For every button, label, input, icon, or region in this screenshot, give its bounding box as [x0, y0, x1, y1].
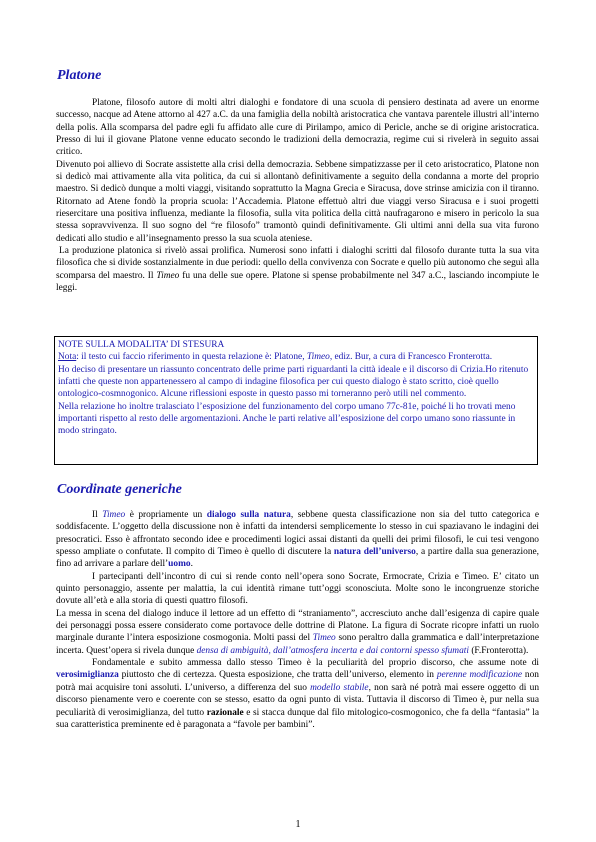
- paragraph: [56, 245, 539, 294]
- italic-quote: densa di ambiguità, dall’atmosfera incerta e dai contorni spesso sfumati: [196, 645, 469, 656]
- bold-term: uomo: [168, 559, 191, 570]
- text-run: , ediz. Bur, a cura di Francesco Fronterotta.: [329, 352, 493, 363]
- nota-label: Nota: [58, 352, 77, 363]
- text-run: La produzione platonica si rivelò assai prolifica. Numerosi sono infatti i dialoghi scritti dal filosofo durante tutta la sua vita filosofica che si divide sostanzialmente in due periodi: quello della convivenza con Socrate e quello più autonomo che seguì alla scomparsa del maestro. Il: [56, 246, 539, 281]
- text-run: , sebbene questa classificazione non sia del tutto categorica e soddisfacente. L’oggetto della discussione non è infatti da intendersi semplicemente lo stesso in cui spaziavano le indagini dei presocratici. Esso è affrontato secondo idee e procedimenti logici assai distanti da quelli dei primi filosofi, le cui tesi vengono spesso ampliate o confutate. Il compito di Timeo è quello di discutere la: [56, 510, 539, 558]
- section-title-platone: Platone: [57, 68, 102, 83]
- paragraph: I partecipanti dell’incontro di cui si rende conto nell’opera sono Socrate, Ermocrate, Crizia e Timeo. E’ citato un quinto personaggio, assente per malattia, la cui identità rimane tutt’oggi sconosciuta. Molte sono le incongruenze storiche dovute all’età e alla storia di questi quattro filosofi.: [56, 571, 539, 607]
- paragraph: Platone, filosofo autore di molti altri dialoghi e fondatore di una scuola di pensiero destinata ad avere un enorme successo, nacque ad Atene attorno al 427 a.C. da una famiglia della nobiltà aristocratica che vantava parentele illustri all’interno della polis. Alla scomparsa del padre egli fu affidato alle cure di Pirilampo, amico di Pericle, anche se di origine aristocratica. Presso di lui il giovane Platone venne educato secondo le tradizioni della democrazia, regime cui si rivelerà in seguito assai critico.: [56, 98, 539, 158]
- paragraph: [56, 608, 539, 657]
- text-run: (F.Fronterotta).: [468, 645, 529, 656]
- paragraph: [56, 509, 539, 571]
- text-run: : il testo cui faccio riferimento in questa relazione è: Platone,: [76, 352, 307, 363]
- section-title-coordinate: Coordinate generiche: [57, 482, 182, 497]
- text-run: e si stacca dunque dal filo mitologico-cosmogonico, che fa della “fantasia” la sua caratteristica preminente ed è paragonata a “favole per bambini”.: [56, 707, 539, 730]
- notes-heading: NOTE SULLA MODALITA’ DI STESURA: [58, 340, 225, 350]
- paragraph: Divenuto poi allievo di Socrate assistette alla crisi della democrazia. Sebbene simpatizzasse per il ceto aristocratico, Platone non si dedicò mai attivamente alla vita politica, da cui si allontanò definitivamente a seguito della condanna a morte del proprio maestro. Si dedicò dunque a molti viaggi, visitando soprattutto la Magna Grecia e Siracusa, dove strinse amicizia con il tiranno. Ritornato ad Atene fondò la propria scuola: l’Accademia. Platone effettuò altri due viaggi verso Siracusa e i suoi progetti riesercitare una positiva influenza, mediante la filosofia, sulla vita politica della città naufragarono e misero in pericolo la sua stessa sopravvivenza. Il suo sogno del “re filosofo” tramontò quindi definitivamente. Gli ultimi anni della sua vita furono dedicati allo studio e all’insegnamento presso la sua scuola ateniese.: [56, 159, 539, 244]
- text-run: sono peraltro dalla grammatica e dall’interpretazione incerta. Quest’opera si rivela dunque: [56, 633, 540, 656]
- italic-title: Timeo: [102, 510, 126, 520]
- italic-title: Timeo: [312, 633, 336, 644]
- bold-term: natura dell’universo: [333, 547, 416, 558]
- section-platone-body: [56, 97, 539, 295]
- notes-paragraph: [58, 351, 535, 363]
- text-run: fu una delle sue opere. Platone si spense probabilmente nel 347 a.C., lasciando incompiute le leggi.: [56, 270, 539, 294]
- italic-title: Timeo: [156, 270, 180, 281]
- italic-term: modello stabile: [310, 682, 369, 693]
- notes-paragraph: Ho deciso di presentare un riassunto concentrato delle prime parti riguardanti la città ideale e il discorso di Crizia.Ho ritenuto infatti che queste non appartenessero al campo di indagine filosofica per cui questo dialogo è stato scritto, cioè quello ontologico-cosmnogonico. Alcune riflessioni esposte in questo passo mi torneranno però utili nel commento.: [58, 364, 529, 400]
- text-run: .: [190, 559, 193, 570]
- text-run: , non sarà né potrà mai essere oggetto di un discorso pienamente vero e coerente con se stesso, esatto da ogni punto di vista. Tuttavia il discorso di Timeo è, pur nella sua peculiarità di verosimiglianza, del tutto: [56, 682, 540, 718]
- text-run: , a partire dalla sua generazione, fino ad arrivare a parlare dell’: [56, 547, 540, 570]
- text-run: Fondamentale e subito ammessa dallo stesso Timeo è la peculiarità del proprio discorso, che assume note di: [92, 658, 539, 669]
- italic-term: perenne modificazione: [436, 670, 523, 681]
- italic-title: Timeo: [306, 352, 330, 363]
- page-number: 1: [295, 819, 301, 830]
- text-run: La messa in scena del dialogo induce il lettore ad un effetto di “straniamento”, accresciuto anche dall’esigenza di capire quale dei personaggi possa essere considerato come portavoce delle dottrine di Platone. La figura di Socrate ricopre infatti un ruolo marginale durante l’intera esposizione cosmogonia. Molti passi del: [56, 608, 539, 644]
- bold-term: razionale: [206, 707, 244, 718]
- section-coordinate-body: [56, 509, 539, 731]
- bold-term: dialogo sulla natura: [206, 510, 291, 520]
- text-run: non potrà mai acquisire toni assoluti. L’universo, a differenza del suo: [56, 670, 539, 693]
- bold-term: verosimiglianza: [56, 670, 119, 681]
- text-run: è propriamente un: [125, 510, 207, 520]
- paragraph: [56, 657, 539, 731]
- notes-paragraph: Nella relazione ho inoltre tralasciato l’esposizione del funzionamento del corpo umano 77c-81e, poiché li ho trovati meno importanti rispetto al resto delle argomentazioni. Anche le parti relative all’esposizione del corpo umano sono riassunte in modo stringato.: [58, 401, 516, 437]
- text-run: piuttosto che di certezza. Questa esposizione, che tratta dell’universo, elemento in: [118, 670, 437, 681]
- notes-box: [54, 336, 538, 465]
- text-run: Il: [92, 510, 103, 520]
